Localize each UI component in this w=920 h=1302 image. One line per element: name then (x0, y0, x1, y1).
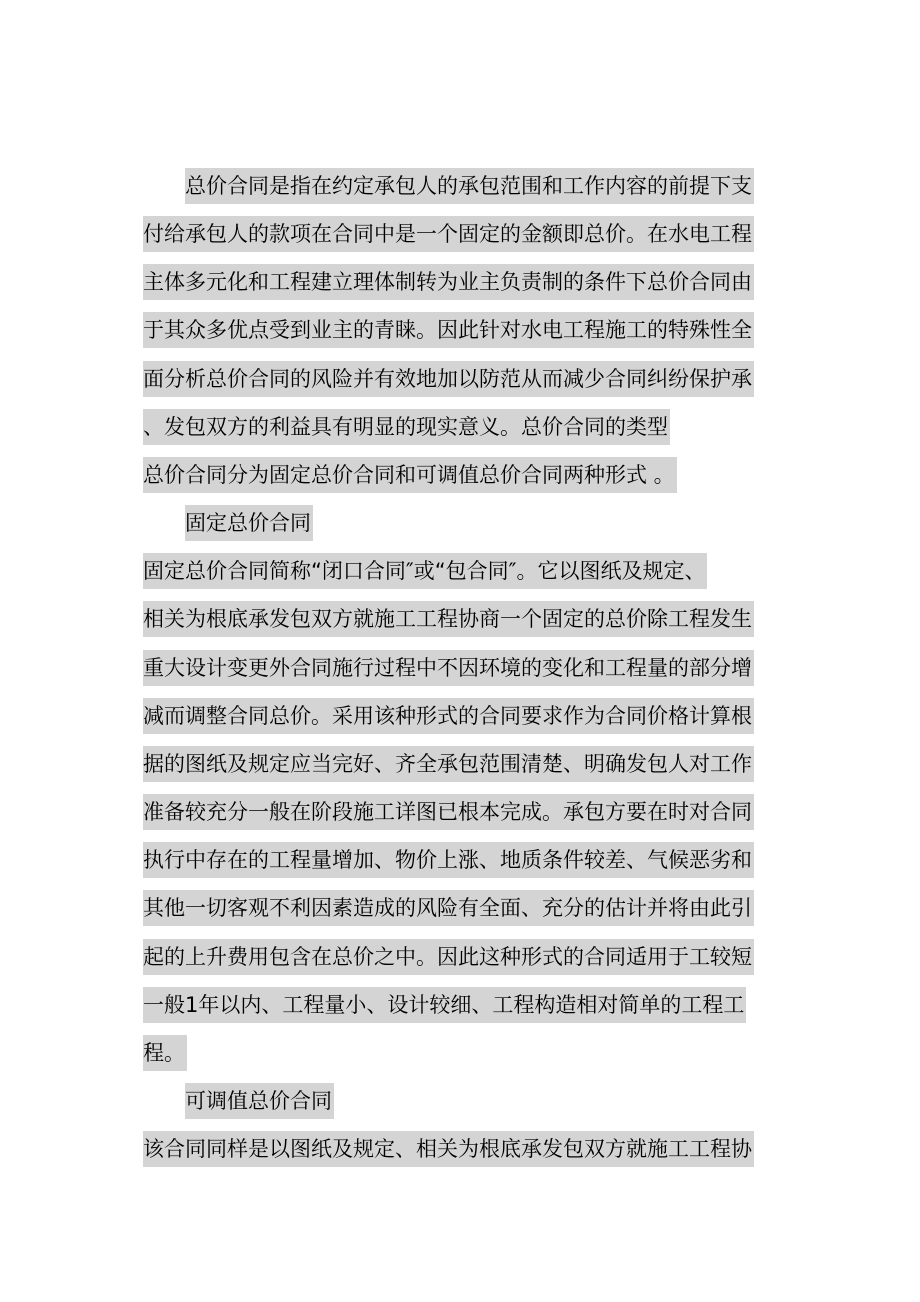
highlighted-text: 据的图纸及规定应当完好、齐全承包范围清楚、明确发包人对工作 (143, 746, 754, 782)
highlighted-text: 固定总价合同 (185, 505, 313, 541)
paragraph-line (143, 746, 754, 782)
highlighted-text: 一般1年以内、工程量小、设计较细、工程构造相对简单的工程工 (143, 987, 746, 1023)
paragraph-line (143, 312, 754, 348)
highlighted-text: 总价合同分为固定总价合同和可调值总价合同两种形式 。 (143, 457, 677, 493)
paragraph-line (143, 698, 754, 734)
paragraph-line (143, 842, 754, 878)
highlighted-text: 其他一切客观不利因素造成的风险有全面、充分的估计并将由此引 (143, 890, 754, 926)
highlighted-text: 总价合同是指在约定承包人的承包范围和工作内容的前提下支 (185, 168, 754, 204)
paragraph-line (143, 939, 754, 975)
paragraph-line (143, 794, 754, 830)
highlighted-text: 起的上升费用包含在总价之中。因此这种形式的合同适用于工较短 (143, 939, 754, 975)
highlighted-text: 可调值总价合同 (185, 1083, 334, 1119)
paragraph-line (143, 553, 707, 589)
section-heading (185, 505, 313, 541)
highlighted-text: 相关为根底承发包双方就施工工程协商一个固定的总价除工程发生 (143, 601, 754, 637)
highlighted-text: 减而调整合同总价。采用该种形式的合同要求作为合同价格计算根 (143, 698, 754, 734)
highlighted-text: 重大设计变更外合同施行过程中不因环境的变化和工程量的部分增 (143, 650, 754, 686)
highlighted-text: 面分析总价合同的风险并有效地加以防范从而减少合同纠纷保护承 (143, 361, 754, 397)
paragraph-line (143, 890, 754, 926)
paragraph-line (143, 987, 746, 1023)
paragraph-line (143, 361, 754, 397)
paragraph-line (143, 601, 754, 637)
paragraph-line (143, 1131, 754, 1167)
paragraph-line (185, 168, 754, 204)
highlighted-text: 准备较充分一般在阶段施工详图已根本完成。承包方要在时对合同 (143, 794, 754, 830)
paragraph-line (143, 409, 670, 445)
highlighted-text: 程。 (143, 1035, 187, 1071)
highlighted-text: 于其众多优点受到业主的青睐。因此针对水电工程施工的特殊性全 (143, 312, 754, 348)
paragraph-line (143, 216, 754, 252)
paragraph-line (143, 650, 754, 686)
highlighted-text: 、发包双方的利益具有明显的现实意义。总价合同的类型 (143, 409, 670, 445)
highlighted-text: 付给承包人的款项在合同中是一个固定的金额即总价。在水电工程 (143, 216, 754, 252)
section-heading (185, 1083, 334, 1119)
highlighted-text: 该合同同样是以图纸及规定、相关为根底承发包双方就施工工程协 (143, 1131, 754, 1167)
paragraph-line (143, 1035, 187, 1071)
paragraph-line (143, 264, 754, 300)
highlighted-text: 执行中存在的工程量增加、物价上涨、地质条件较差、气候恶劣和 (143, 842, 754, 878)
paragraph-line (143, 457, 677, 493)
highlighted-text: 主体多元化和工程建立理体制转为业主负责制的条件下总价合同由 (143, 264, 754, 300)
highlighted-text: 固定总价合同简称“闭口合同″或“包合同″。它以图纸及规定、 (143, 553, 707, 589)
